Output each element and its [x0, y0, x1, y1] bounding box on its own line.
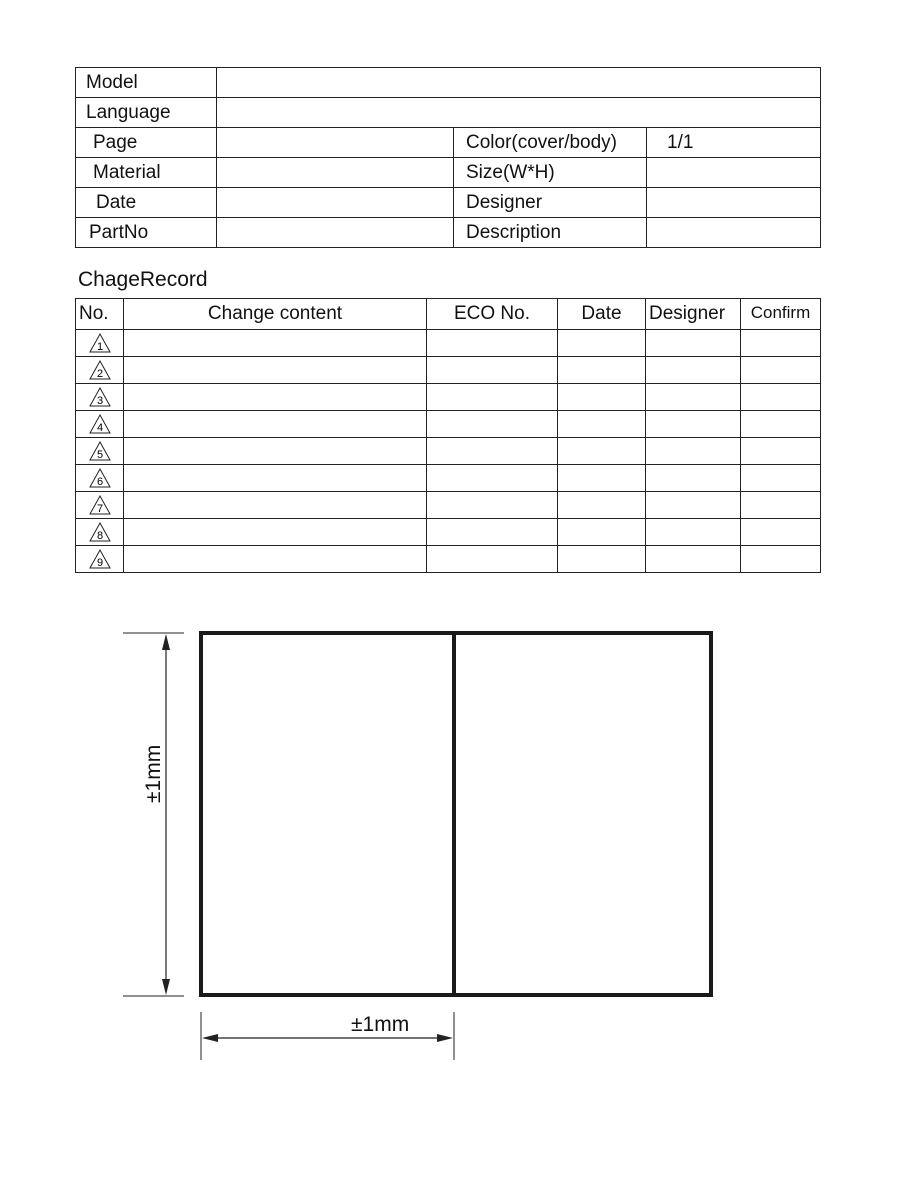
model-label: Model	[76, 68, 217, 98]
revision-number-label: 1	[96, 341, 103, 353]
designer-label: Designer	[454, 188, 647, 218]
height-tolerance: ±1mm	[142, 744, 165, 803]
color-value: 1/1	[647, 128, 821, 158]
revision-number-label: 5	[96, 449, 103, 461]
width-arrow-left-icon	[202, 1034, 218, 1042]
height-arrow-top-icon	[162, 634, 170, 650]
revision-number-label: 6	[96, 476, 103, 488]
description-label: Description	[454, 218, 647, 248]
height-arrow-bottom-icon	[162, 979, 170, 995]
language-label: Language	[76, 98, 217, 128]
width-arrow-right-icon	[437, 1034, 453, 1042]
width-tolerance: ±1mm	[351, 1013, 410, 1036]
revision-number-label: 8	[96, 530, 103, 542]
color-label: Color(cover/body)	[454, 128, 647, 158]
header-date: Date	[558, 299, 646, 330]
header-change-content: Change content	[124, 299, 427, 330]
date-label: Date	[76, 188, 217, 218]
revision-number-label: 2	[96, 368, 103, 380]
change-record-title: ChageRecord	[78, 268, 208, 291]
page-label: Page	[76, 128, 217, 158]
partno-label: PartNo	[76, 218, 217, 248]
material-label: Material	[76, 158, 217, 188]
header-confirm: Confirm	[741, 299, 821, 330]
header-no: No.	[76, 299, 124, 330]
header-designer: Designer	[646, 299, 741, 330]
header-eco-no: ECO No.	[427, 299, 558, 330]
revision-number-label: 9	[96, 557, 103, 569]
revision-number-label: 4	[96, 422, 103, 434]
size-label: Size(W*H)	[454, 158, 647, 188]
revision-number-label: 3	[96, 395, 103, 407]
revision-number-label: 7	[96, 503, 103, 515]
